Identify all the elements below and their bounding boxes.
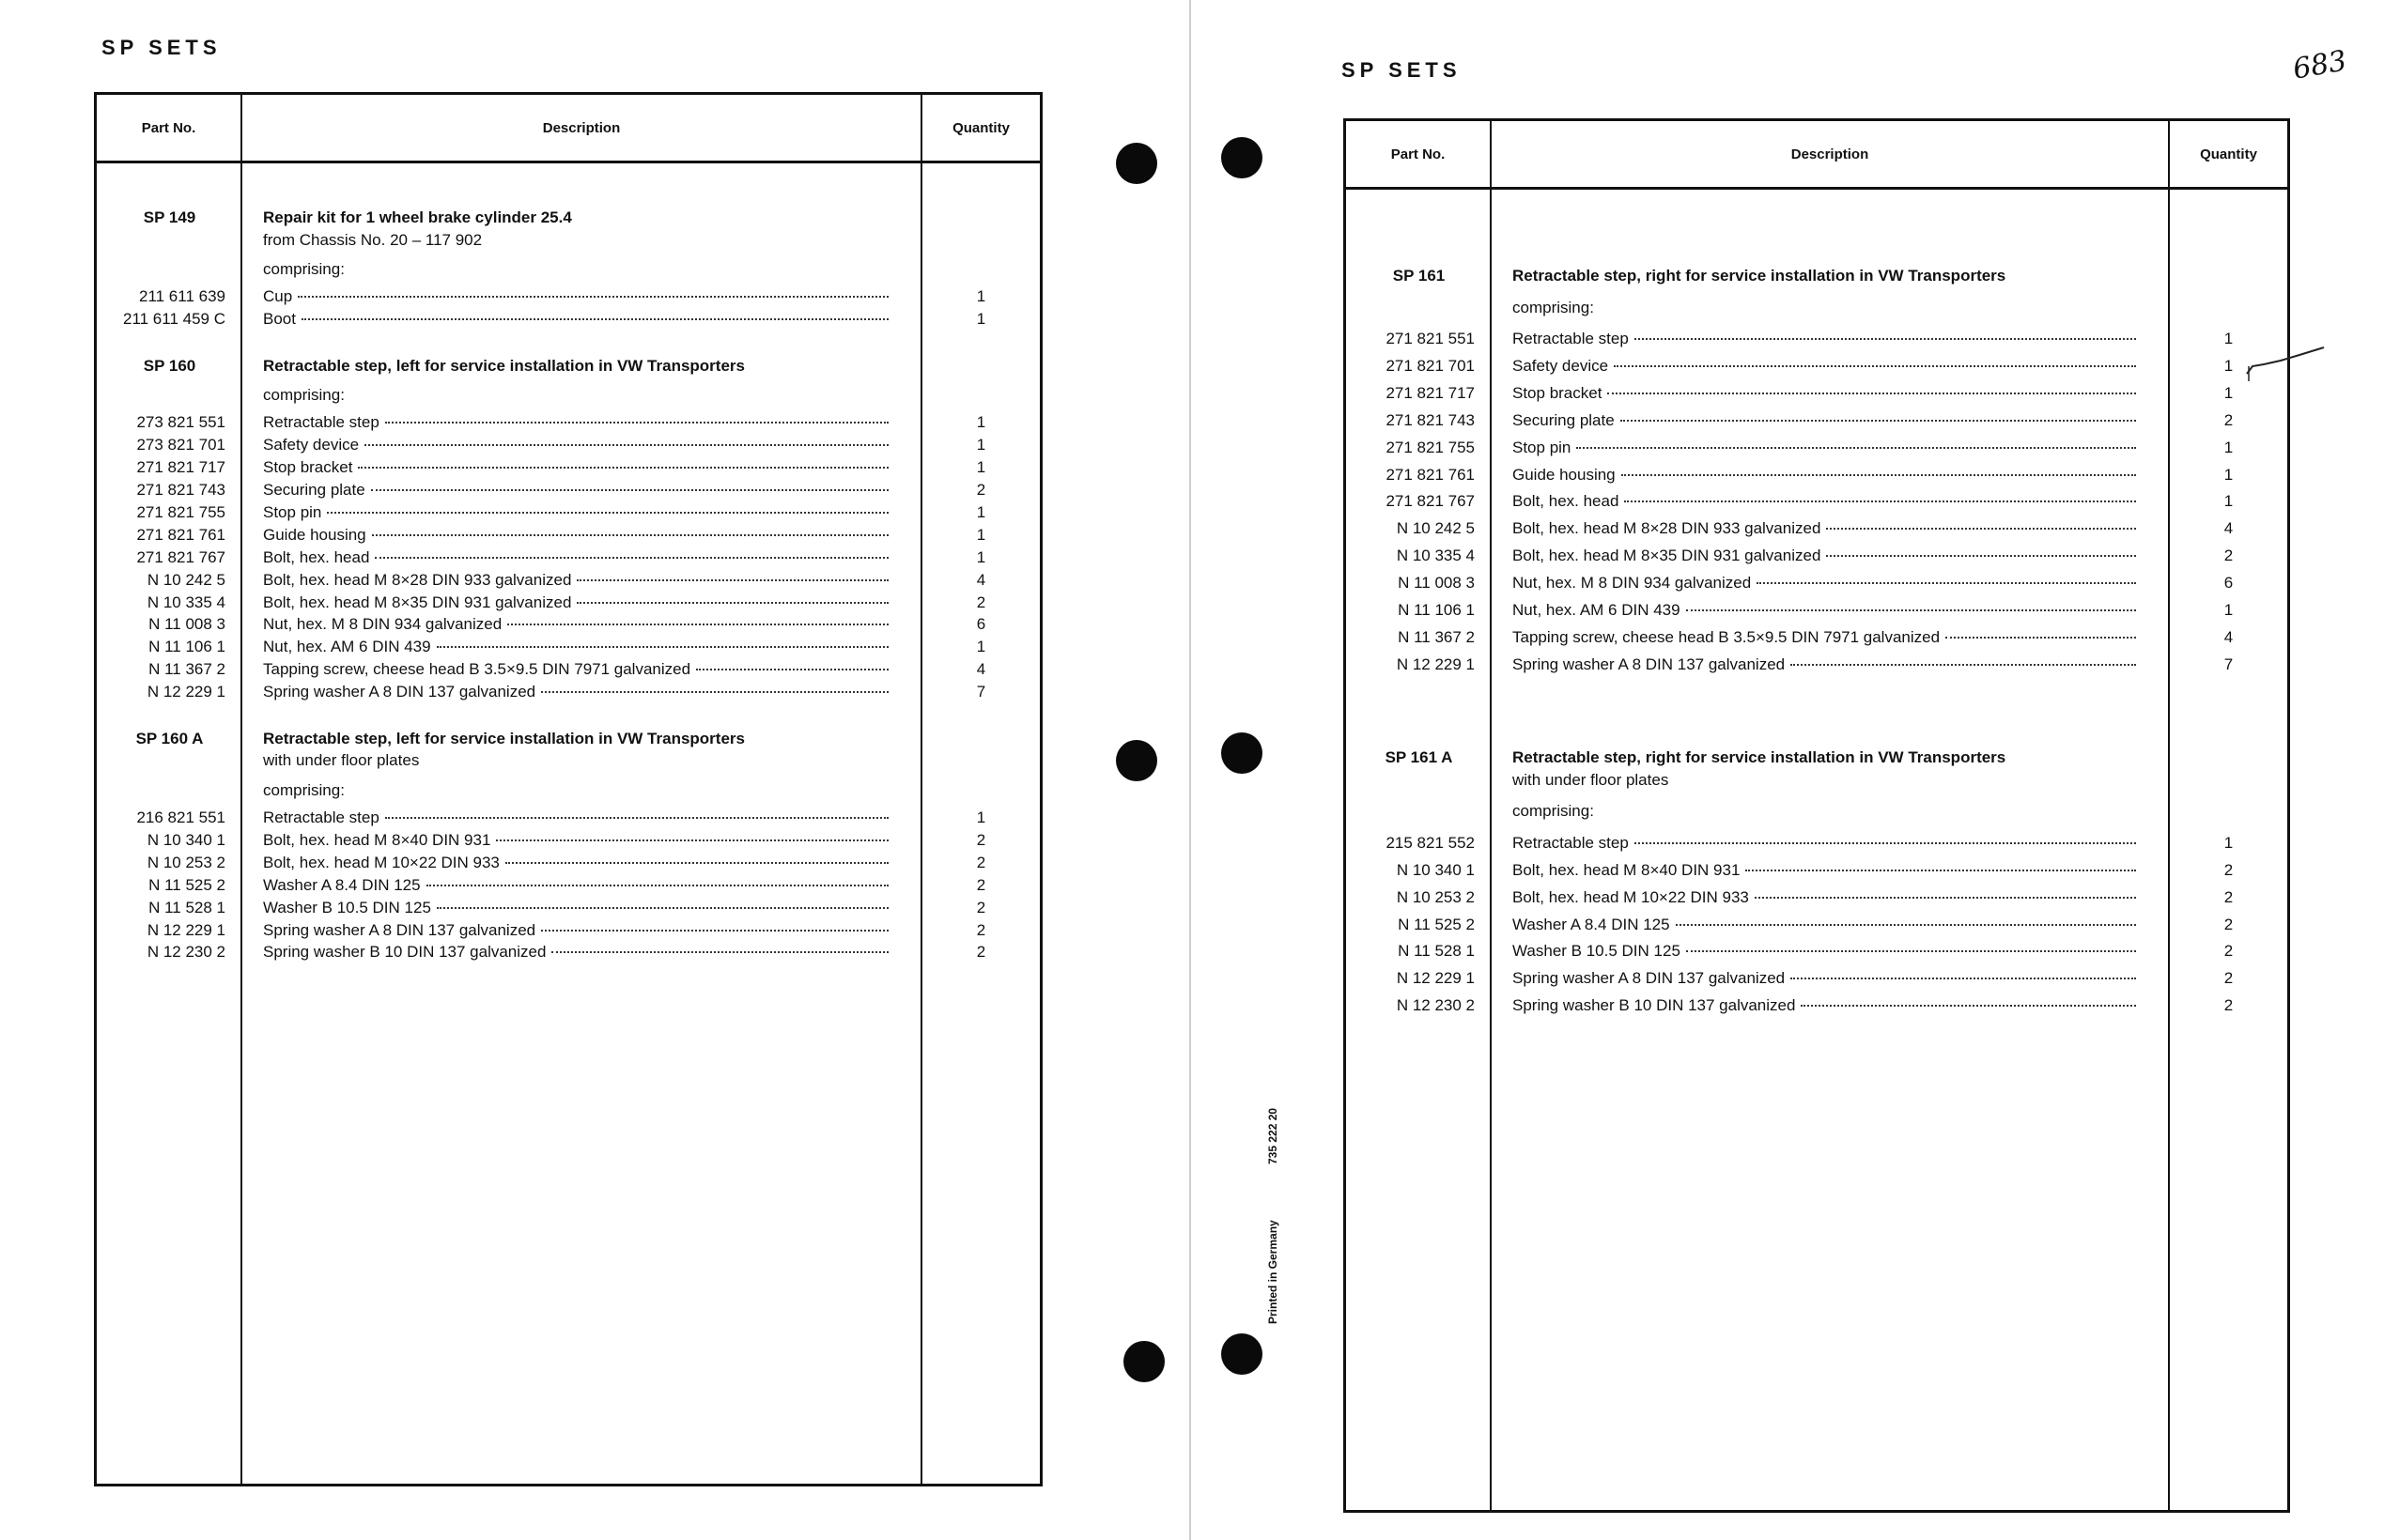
set-header-row (1346, 267, 2287, 285)
handwritten-tick-mark (2243, 346, 2328, 383)
dot-leader (437, 645, 889, 648)
comprising-row (1346, 802, 2287, 821)
table-row (1346, 574, 2287, 593)
dot-leader (372, 533, 889, 536)
dot-leader (1686, 949, 2136, 952)
part-description: Bolt, hex. head M 10×22 DIN 933 (263, 853, 500, 871)
part-description: Bolt, hex. head M 8×35 DIN 931 galvanized (263, 593, 572, 611)
part-number: 271 821 551 (1386, 330, 1475, 348)
part-quantity: 7 (2223, 654, 2234, 673)
part-number: N 10 242 5 (147, 570, 225, 589)
set-title (242, 208, 922, 249)
part-description: Washer A 8.4 DIN 125 (263, 875, 421, 894)
table-row (97, 593, 1040, 612)
table-row (97, 854, 1040, 872)
table-row (97, 831, 1040, 850)
comprising-label: comprising: (263, 260, 345, 279)
part-quantity: 2 (2223, 942, 2234, 961)
table-row (97, 660, 1040, 679)
dot-leader (1620, 419, 2136, 422)
part-number: 273 821 701 (136, 435, 225, 454)
dot-leader (1614, 364, 2136, 367)
part-quantity: 4 (976, 660, 986, 679)
part-description: Stop pin (1512, 438, 1571, 456)
part-quantity: 6 (2223, 573, 2234, 592)
part-quantity: 2 (976, 920, 986, 939)
dot-leader (1790, 977, 2136, 979)
part-quantity: 4 (2223, 627, 2234, 646)
part-quantity: 2 (976, 853, 986, 871)
dot-leader (496, 839, 889, 841)
set-number: SP 160 (143, 356, 196, 375)
part-number: 215 821 552 (1386, 834, 1475, 852)
part-quantity: 1 (976, 638, 986, 656)
part-quantity: 1 (2223, 384, 2234, 403)
dot-leader (1676, 923, 2136, 926)
set-header-row (97, 208, 1040, 249)
table-row (97, 876, 1040, 895)
table-row (1346, 439, 2287, 457)
part-number: N 10 253 2 (1396, 887, 1475, 906)
part-quantity: 1 (976, 413, 986, 431)
part-number: N 10 335 4 (1396, 547, 1475, 565)
dot-leader (1755, 896, 2136, 899)
punch-hole (1116, 740, 1157, 781)
part-quantity: 4 (976, 570, 986, 589)
part-description: Stop bracket (263, 457, 353, 476)
part-quantity: 1 (976, 502, 986, 521)
table-row (97, 638, 1040, 656)
page-title: SP SETS (101, 36, 222, 59)
part-number: N 11 106 1 (148, 638, 225, 656)
right-page (1191, 0, 2384, 1540)
table-rows (1346, 190, 2287, 1015)
dot-leader (507, 623, 889, 625)
punch-hole (1116, 143, 1157, 184)
part-quantity: 1 (2223, 600, 2234, 619)
part-description: Securing plate (1512, 410, 1615, 429)
part-description: Spring washer A 8 DIN 137 galvanized (1512, 654, 1786, 673)
part-number: 216 821 551 (136, 808, 225, 826)
table-row (1346, 492, 2287, 511)
part-description: Guide housing (1512, 465, 1616, 484)
part-description: Bolt, hex. head (1512, 492, 1619, 511)
table-row (1346, 861, 2287, 880)
table-row (1346, 466, 2287, 485)
part-number: N 12 230 2 (1396, 996, 1475, 1015)
part-description: Bolt, hex. head M 10×22 DIN 933 (1512, 887, 1749, 906)
part-quantity: 1 (2223, 834, 2234, 852)
header-description: Description (1492, 121, 2170, 187)
set-title (1492, 267, 2170, 285)
table-row (97, 436, 1040, 454)
part-description: Washer A 8.4 DIN 125 (1512, 915, 1670, 933)
punch-hole (1221, 1333, 1262, 1375)
comprising-label: comprising: (263, 780, 345, 799)
part-number: N 11 528 1 (148, 898, 225, 916)
punch-hole (1221, 732, 1262, 774)
part-description: Washer B 10.5 DIN 125 (263, 898, 431, 916)
part-number: 271 821 755 (1386, 438, 1475, 456)
part-number: N 10 335 4 (147, 593, 225, 611)
table-row (1346, 384, 2287, 403)
part-description: Boot (263, 309, 296, 328)
part-quantity: 1 (976, 525, 986, 544)
part-quantity: 2 (976, 943, 986, 962)
part-quantity: 2 (976, 875, 986, 894)
comprising-row (97, 386, 1040, 405)
part-description: Retractable step (263, 808, 379, 826)
table-row (1346, 628, 2287, 647)
comprising-row (1346, 299, 2287, 317)
set-number: SP 161 A (1385, 748, 1453, 767)
part-number: N 11 525 2 (1398, 915, 1475, 933)
part-description: Bolt, hex. head M 8×40 DIN 931 (263, 830, 491, 849)
set-title-text: Retractable step, right for service installation in VW Transporters (1512, 267, 2006, 285)
set-header-row (97, 730, 1040, 770)
part-description: Spring washer B 10 DIN 137 galvanized (1512, 996, 1796, 1015)
table-row (1346, 519, 2287, 538)
part-number: N 11 367 2 (1398, 627, 1475, 646)
part-quantity: 2 (2223, 860, 2234, 879)
table-row (1346, 969, 2287, 988)
part-description: Nut, hex. M 8 DIN 934 galvanized (263, 615, 503, 634)
table-row (97, 310, 1040, 329)
header-part-no: Part No. (1346, 121, 1492, 187)
header-quantity: Quantity (2200, 146, 2257, 162)
dot-leader (577, 578, 889, 581)
set-title-text: Repair kit for 1 wheel brake cylinder 25.4 (263, 208, 572, 226)
part-quantity: 2 (976, 830, 986, 849)
part-description: Guide housing (263, 525, 366, 544)
part-description: Safety device (1512, 357, 1609, 376)
table-row (97, 458, 1040, 477)
part-description: Nut, hex. AM 6 DIN 439 (263, 638, 431, 656)
part-number: 211 611 459 C (122, 309, 225, 328)
part-number: N 11 528 1 (1398, 942, 1475, 961)
punch-hole (1123, 1341, 1165, 1382)
part-number: 271 821 717 (1386, 384, 1475, 403)
part-description: Securing plate (263, 480, 365, 499)
margin-print-text: Printed in Germany (1266, 1220, 1279, 1324)
table-row (97, 571, 1040, 590)
part-description: Spring washer A 8 DIN 137 galvanized (263, 683, 536, 701)
set-subtitle: with under floor plates (263, 751, 420, 770)
part-quantity: 1 (2223, 465, 2234, 484)
part-number: N 11 525 2 (148, 875, 225, 894)
part-number: N 10 340 1 (1396, 860, 1475, 879)
dot-leader (1621, 473, 2136, 476)
part-quantity: 1 (976, 808, 986, 826)
part-description: Washer B 10.5 DIN 125 (1512, 942, 1680, 961)
part-quantity: 1 (976, 287, 986, 306)
part-description: Nut, hex. AM 6 DIN 439 (1512, 600, 1680, 619)
part-quantity: 1 (2223, 492, 2234, 511)
table-row (97, 899, 1040, 917)
comprising-label: comprising: (263, 386, 345, 405)
part-number: N 12 229 1 (147, 920, 225, 939)
part-description: Bolt, hex. head M 8×35 DIN 931 galvanized (1512, 547, 1821, 565)
table-body (1346, 190, 2287, 1510)
comprising-label: comprising: (1512, 802, 1594, 821)
part-quantity: 1 (976, 457, 986, 476)
header-description: Description (242, 95, 922, 161)
part-number: N 10 253 2 (147, 853, 225, 871)
table-row (1346, 996, 2287, 1015)
part-quantity: 1 (2223, 438, 2234, 456)
set-subtitle: from Chassis No. 20 – 117 902 (263, 230, 483, 249)
dot-leader (1686, 608, 2136, 611)
dot-leader (1801, 1004, 2136, 1007)
dot-leader (1634, 841, 2136, 844)
handwritten-page-number: 683 (2290, 44, 2349, 86)
dot-leader (1826, 527, 2136, 530)
dot-leader (1576, 446, 2136, 449)
table-row (97, 615, 1040, 634)
part-number: 271 821 761 (136, 525, 225, 544)
set-title-text: Retractable step, left for service installation in VW Transporters (263, 356, 745, 375)
part-description: Tapping screw, cheese head B 3.5×9.5 DIN 7971 galvanized (263, 660, 691, 679)
parts-table (94, 92, 1043, 1486)
part-quantity: 1 (976, 547, 986, 566)
part-description: Nut, hex. M 8 DIN 934 galvanized (1512, 573, 1752, 592)
dot-leader (1757, 581, 2136, 584)
part-description: Tapping screw, cheese head B 3.5×9.5 DIN 7971 galvanized (1512, 627, 1941, 646)
table-row (1346, 655, 2287, 674)
dot-leader (551, 950, 889, 953)
dot-leader (327, 511, 889, 514)
table-row (1346, 916, 2287, 934)
part-number: N 10 242 5 (1396, 519, 1475, 538)
set-title (1492, 748, 2170, 789)
part-number: 271 821 743 (136, 480, 225, 499)
table-row (97, 503, 1040, 522)
part-quantity: 7 (976, 683, 986, 701)
part-number: 271 821 755 (136, 502, 225, 521)
part-number: N 10 340 1 (147, 830, 225, 849)
part-quantity: 2 (976, 593, 986, 611)
page-title: SP SETS (1341, 58, 1462, 82)
part-quantity: 2 (2223, 410, 2234, 429)
part-quantity: 1 (976, 435, 986, 454)
table-header (97, 95, 1040, 163)
set-title (242, 357, 922, 376)
dot-leader (1790, 663, 2136, 666)
part-number: 271 821 701 (1386, 357, 1475, 376)
table-row (97, 943, 1040, 962)
set-header-row (97, 357, 1040, 376)
dot-leader (1607, 392, 2136, 394)
set-title-text: Retractable step, right for service installation in VW Transporters (1512, 748, 2006, 767)
part-description: Spring washer B 10 DIN 137 galvanized (263, 943, 547, 962)
dot-leader (437, 906, 889, 909)
part-number: N 12 229 1 (1396, 654, 1475, 673)
table-row (1346, 411, 2287, 430)
table-row (1346, 357, 2287, 376)
comprising-row (97, 260, 1040, 279)
part-quantity: 1 (976, 309, 986, 328)
dot-leader (1945, 636, 2136, 639)
set-header-row (1346, 748, 2287, 789)
part-description: Safety device (263, 435, 360, 454)
table-row (97, 481, 1040, 500)
part-number: N 12 230 2 (147, 943, 225, 962)
set-title (242, 730, 922, 770)
dot-leader (426, 884, 889, 886)
part-number: 271 821 761 (1386, 465, 1475, 484)
part-number: N 12 229 1 (1396, 969, 1475, 988)
parts-table (1343, 118, 2290, 1513)
part-description: Bolt, hex. head (263, 547, 370, 566)
comprising-label: comprising: (1512, 298, 1594, 316)
set-number: SP 149 (143, 208, 196, 226)
table-row (1346, 330, 2287, 348)
part-description: Spring washer A 8 DIN 137 galvanized (1512, 969, 1786, 988)
table-header (1346, 121, 2287, 190)
part-description: Retractable step (1512, 834, 1629, 852)
dot-leader (1745, 869, 2136, 871)
dot-leader (302, 317, 889, 320)
part-number: 271 821 717 (136, 457, 225, 476)
dot-leader (298, 295, 889, 298)
dot-leader (1826, 554, 2136, 557)
part-description: Retractable step (263, 413, 379, 431)
set-title-text: Retractable step, left for service installation in VW Transporters (263, 729, 745, 747)
table-row (1346, 942, 2287, 961)
table-row (97, 921, 1040, 940)
part-description: Retractable step (1512, 330, 1629, 348)
dot-leader (541, 690, 889, 693)
dot-leader (371, 488, 889, 491)
table-row (1346, 601, 2287, 620)
part-description: Stop pin (263, 502, 322, 521)
part-quantity: 2 (2223, 547, 2234, 565)
part-description: Bolt, hex. head M 8×28 DIN 933 galvanized (1512, 519, 1821, 538)
margin-print-code: 735 222 20 (1266, 1107, 1279, 1164)
part-number: N 11 367 2 (148, 660, 225, 679)
dot-leader (358, 466, 889, 469)
table-row (97, 808, 1040, 827)
part-number: 271 821 743 (1386, 410, 1475, 429)
table-row (1346, 888, 2287, 907)
comprising-row (97, 781, 1040, 800)
part-quantity: 2 (976, 480, 986, 499)
part-quantity: 1 (2223, 357, 2234, 376)
part-number: N 11 008 3 (1398, 573, 1475, 592)
part-description: Bolt, hex. head M 8×28 DIN 933 galvanized (263, 570, 572, 589)
dot-leader (364, 443, 889, 446)
part-description: Spring washer A 8 DIN 137 galvanized (263, 920, 536, 939)
part-quantity: 2 (2223, 915, 2234, 933)
dot-leader (375, 556, 889, 559)
table-row (97, 548, 1040, 567)
part-quantity: 4 (2223, 519, 2234, 538)
part-quantity: 2 (2223, 996, 2234, 1015)
table-row (97, 683, 1040, 701)
part-quantity: 1 (2223, 330, 2234, 348)
part-description: Stop bracket (1512, 384, 1602, 403)
part-number: N 12 229 1 (147, 683, 225, 701)
dot-leader (541, 929, 889, 932)
left-page (0, 0, 1188, 1540)
part-number: 211 611 639 (138, 287, 225, 306)
part-number: N 11 106 1 (1398, 600, 1475, 619)
dot-leader (385, 816, 889, 819)
part-number: 271 821 767 (136, 547, 225, 566)
dot-leader (1624, 500, 2136, 502)
table-rows (97, 163, 1040, 962)
dot-leader (696, 668, 889, 670)
dot-leader (385, 421, 889, 424)
part-number: N 11 008 3 (148, 615, 225, 634)
part-number: 271 821 767 (1386, 492, 1475, 511)
header-part-no: Part No. (97, 95, 242, 161)
table-row (1346, 547, 2287, 565)
part-quantity: 2 (2223, 969, 2234, 988)
part-quantity: 2 (976, 898, 986, 916)
part-quantity: 6 (976, 615, 986, 634)
header-quantity: Quantity (952, 119, 1010, 136)
table-row (97, 413, 1040, 432)
dot-leader (577, 601, 889, 604)
dot-leader (505, 861, 889, 864)
part-description: Bolt, hex. head M 8×40 DIN 931 (1512, 860, 1741, 879)
punch-hole (1221, 137, 1262, 178)
part-description: Cup (263, 287, 293, 306)
part-number: 273 821 551 (136, 413, 225, 431)
dot-leader (1634, 337, 2136, 340)
table-body (97, 163, 1040, 1484)
set-subtitle: with under floor plates (1512, 770, 1669, 789)
table-row (97, 526, 1040, 545)
table-row (97, 287, 1040, 306)
part-quantity: 2 (2223, 887, 2234, 906)
set-number: SP 161 (1392, 267, 1446, 285)
set-number: SP 160 A (135, 729, 204, 747)
table-row (1346, 834, 2287, 853)
